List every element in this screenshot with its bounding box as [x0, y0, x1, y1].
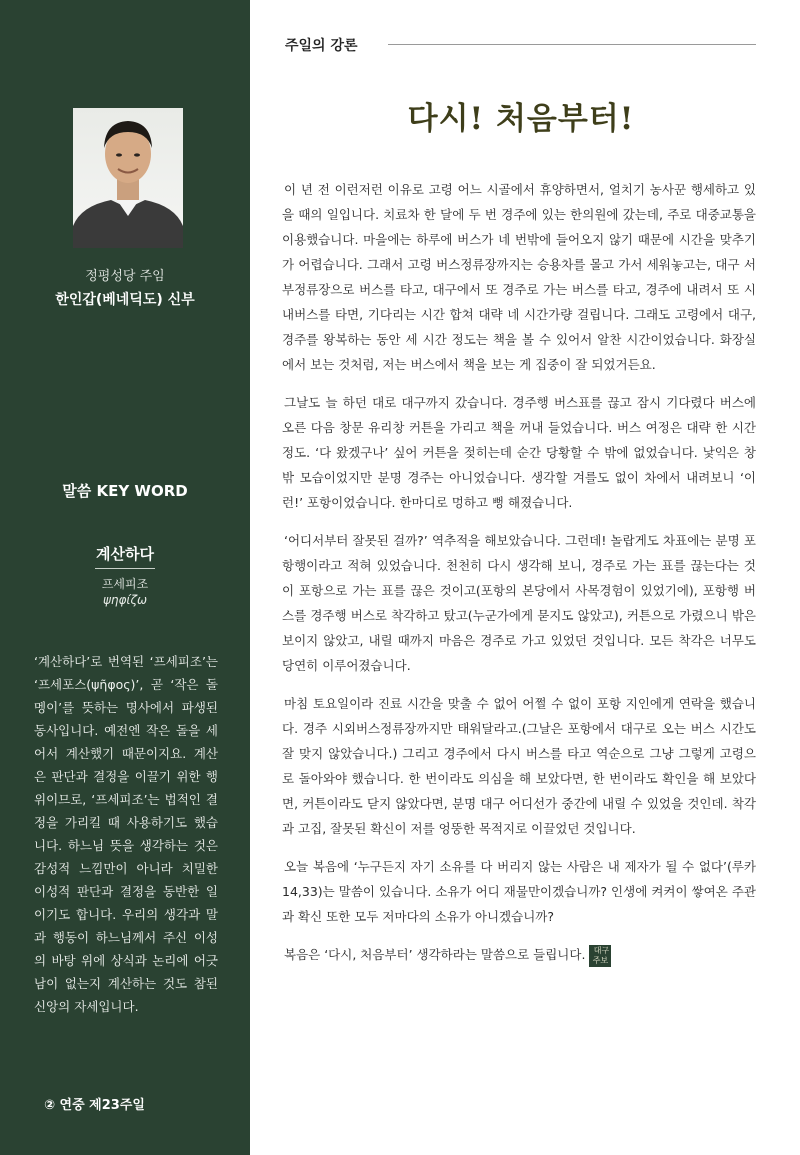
section-rule: [388, 44, 756, 45]
sidebar: [0, 0, 250, 1155]
body-paragraph: 그날도 늘 하던 대로 대구까지 갔습니다. 경주행 버스표를 끊고 잠시 기다렸다 버스에 오른 다음 창문 유리창 커튼을 가리고 책을 꺼내 들었습니다. 버스 여정은 대략 한 시간 정도. ‘다 왔겠구나’ 싶어 커튼을 젖히는데 순간 당황할 수 밖에 없었습니다. 낯익은 창밖 모습이었지만 분명 경주는 아니었습니다. 생각할 겨를도 없이 차에서 내려보니 ‘이런!’ 포항이었습니다. 한마디로 멍하고 뻥 해졌습니다.: [282, 395, 756, 510]
homily-body: [282, 177, 756, 980]
body-paragraph: ‘어디서부터 잘못된 걸까?’ 역추적을 해보았습니다. 그런데! 놀랍게도 차표에는 분명 포항행이라고 적혀 있었습니다. 천천히 다시 생각해 보니, 경주로 가는 표를 끊는다는 것이 포항으로 가는 표를 끊은 것이고(포항의 본당에서 사목경험이 있었기에), 포항행 버스를 경주행 버스로 착각하고 탔고(누군가에게 묻지도 않았고), 커튼으로 가렸으니 밖은 보이지 않았고, 내릴 때까지 마음은 경주로 가고 있었던 것입니다. 모든 착각은 너무도 당연히 이루어졌습니다.: [282, 533, 756, 673]
body-paragraph: 마침 토요일이라 진료 시간을 맞출 수 없어 어쩔 수 없이 포항 지인에게 연락을 했습니다. 경주 시외버스정류장까지만 태워달라고.(그날은 포항에서 대구로 오는 버스 시간도 잘 맞지 않았습니다.) 그리고 경주에서 다시 버스를 타고 역순으로 그냥 그렇게 고령으로 돌아와야 했습니다. 한 번이라도 의심을 해 보았다면, 한 번이라도 확인을 해 보았다면, 커튼이라도 닫지 않았다면, 분명 대구 어디선가 중간에 내릴 수 있었을 것인데. 착각과 고집, 잘못된 확신이 저를 엉뚱한 목적지로 이끌었던 것입니다.: [282, 696, 756, 836]
keyword-explanation: ‘계산하다’로 번역된 ‘프세피조’는 ‘프세포스(ψῆφος)’, 곧 ‘작은 돌멩이’를 뜻하는 명사에서 파생된 동사입니다. 예전엔 작은 돌을 세어서 계산했기 때문이지요. 계산은 판단과 결정을 이끌기 위한 행위이므로, ‘프세피조’는 법적인 결정을 가리킬 때 사용하기도 했습니다. 하느님 뜻을 생각하는 것은 감성적 느낌만이 아니라 치밀한 이성적 판단과 결정을 동반한 일이기도 합니다. 우리의 생각과 말과 행동이 하느님께서 주신 이성의 바탕 위에 상식과 논리에 어긋남이 없는지 계산하는 것도 참된 신앙의 자세입니다.: [34, 654, 218, 1014]
term-greek: ψηφίζω: [102, 593, 148, 607]
homily-title: 다시! 처음부터!: [407, 101, 635, 137]
body-paragraph: 오늘 복음에 ‘누구든지 자기 소유를 다 버리지 않는 사람은 내 제자가 될 수 없다’(루카 14,33)는 말씀이 있습니다. 소유가 어디 재물만이겠습니까? 인생에 켜켜이 쌓여온 주관과 확신 또한 모두 저마다의 소유가 아니겠습니까?: [282, 859, 756, 924]
body-paragraph: 이 년 전 이런저런 이유로 고령 어느 시골에서 휴양하면서, 얼치기 농사꾼 행세하고 있을 때의 일입니다. 치료차 한 달에 두 번 경주에 있는 한의원에 갔는데, 주로 대중교통을 이용했습니다. 마을에는 하루에 버스가 네 번밖에 들어오지 않기 때문에 시간을 맞추기가 어렵습니다. 그래서 고령 버스정류장까지는 승용차를 몰고 가서 세워놓고는, 대구 서부정류장으로 버스를 타고, 대구에서 또 경주로 가는 버스를 타고, 경주에 내려서 또 시내버스를 타면, 기다리는 시간 합쳐 대략 네 시간가량 걸립니다. 그래도 고령에서 대구, 경주를 왕복하는 동안 세 시간 정도는 책을 볼 수 있어서 알찬 시간이었습니다. 화장실에서 보는 것처럼, 저는 버스에서 책을 보는 게 집중이 잘 되었거든요.: [282, 182, 756, 372]
keyword-term: 계산하다: [96, 545, 154, 563]
author-name: 한인갑(베네딕도) 신부: [55, 292, 195, 308]
body-paragraph-last: [282, 942, 756, 967]
sunday-label: ② 연중 제23주일: [44, 1098, 145, 1113]
closing-sentence: 복음은 ‘다시, 처음부터’ 생각하라는 말씀으로 들립니다.: [284, 947, 586, 962]
author-photo: [73, 108, 183, 248]
section-label: 주일의 강론: [285, 38, 358, 54]
term-greek-korean: 프세피조: [101, 577, 149, 591]
keyword-heading: 말씀 KEY WORD: [62, 482, 188, 500]
priest-portrait-icon: [73, 108, 183, 248]
publication-seal-icon: 대구 주보: [589, 945, 611, 967]
term-divider: [95, 568, 155, 569]
author-role: 정평성당 주임: [85, 269, 165, 284]
